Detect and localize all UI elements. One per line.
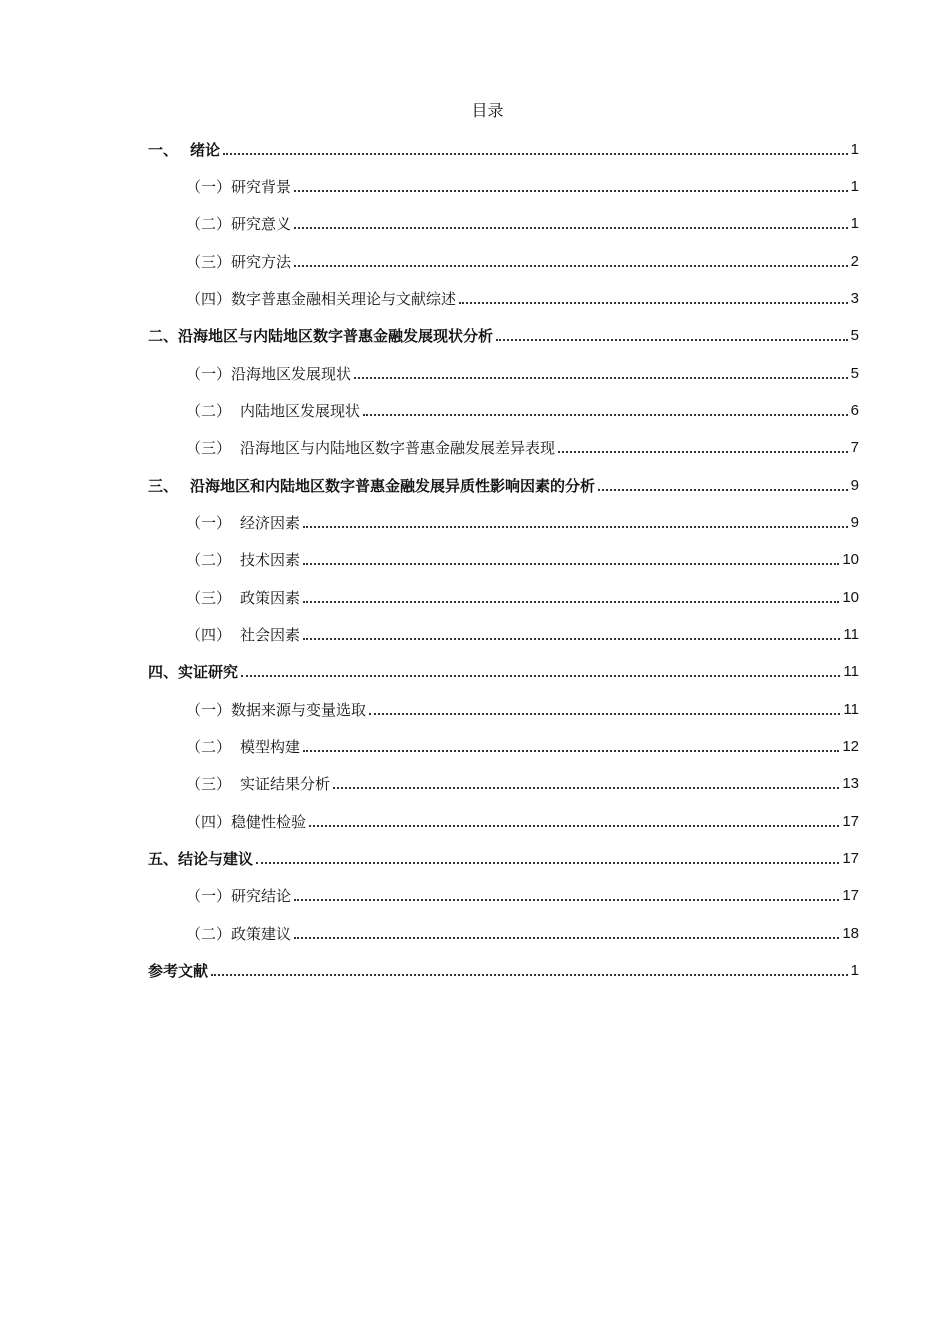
toc-entry-1-3[interactable] xyxy=(186,248,859,272)
toc-entry-page: 1 xyxy=(850,215,859,232)
toc-entry-title: 绪论 xyxy=(190,141,221,159)
toc-entry-3-4[interactable] xyxy=(186,621,859,645)
toc-entry-page: 18 xyxy=(842,925,859,942)
dot-leader xyxy=(303,563,839,565)
toc-entry-page: 17 xyxy=(842,813,859,830)
toc-entry-3[interactable] xyxy=(148,472,859,496)
toc-entry-page: 7 xyxy=(850,439,859,456)
toc-entry-4-1[interactable] xyxy=(186,696,859,720)
toc-entry-5[interactable] xyxy=(148,845,859,869)
toc-entry-2[interactable] xyxy=(148,322,859,346)
dot-leader xyxy=(294,937,839,939)
toc-entry-page: 6 xyxy=(850,402,859,419)
toc-entry-1-2[interactable] xyxy=(186,210,859,234)
dot-leader xyxy=(363,414,848,416)
toc-entry-3-2[interactable] xyxy=(186,546,859,570)
dot-leader xyxy=(496,339,848,341)
toc-entry-number: （三） xyxy=(186,253,232,271)
toc-entry-5-1[interactable] xyxy=(186,882,859,906)
toc-entry-4-4[interactable] xyxy=(186,808,859,832)
toc-entry-page: 1 xyxy=(850,178,859,195)
dot-leader xyxy=(369,713,840,715)
toc-entry-title: 研究结论 xyxy=(231,887,292,905)
dot-leader xyxy=(333,787,839,789)
toc-entry-number: （三） xyxy=(186,775,232,793)
toc-entry-2-1[interactable] xyxy=(186,360,859,384)
toc-entry-page: 3 xyxy=(850,290,859,307)
toc-entry-number: （一） xyxy=(186,365,232,383)
dot-leader xyxy=(309,825,839,827)
toc-entry-number: （二） xyxy=(186,551,232,569)
toc-entry-title: 沿海地区发展现状 xyxy=(231,365,352,383)
dot-leader xyxy=(459,302,848,304)
toc-entry-number: 三、 xyxy=(148,477,179,495)
toc-entry-title: 参考文献 xyxy=(148,962,209,980)
toc-entry-title: 研究背景 xyxy=(231,178,292,196)
toc-entry-3-3[interactable] xyxy=(186,584,859,608)
toc-entry-title: 内陆地区发展现状 xyxy=(240,402,361,420)
toc-entry-number: （二） xyxy=(186,402,232,420)
toc-entry-1[interactable] xyxy=(148,136,859,160)
toc-entry-number: （三） xyxy=(186,439,232,457)
toc-entry-title: 技术因素 xyxy=(240,551,301,569)
dot-leader xyxy=(294,265,848,267)
toc-entry-4[interactable] xyxy=(148,658,859,682)
toc-entry-number: （二） xyxy=(186,925,232,943)
toc-entry-number: （一） xyxy=(186,514,232,532)
toc-entry-number: （二） xyxy=(186,215,232,233)
dot-leader xyxy=(256,862,839,864)
toc-entry-page: 2 xyxy=(850,253,859,270)
toc-entry-number: 五、 xyxy=(148,850,179,868)
toc-entry-page: 12 xyxy=(842,738,859,755)
toc-entry-page: 1 xyxy=(850,962,859,979)
toc-entry-references[interactable] xyxy=(148,957,859,981)
dot-leader xyxy=(303,526,848,528)
dot-leader xyxy=(303,601,839,603)
toc-entry-title: 数据来源与变量选取 xyxy=(231,701,367,719)
toc-entry-title: 政策因素 xyxy=(240,589,301,607)
toc-entry-2-2[interactable] xyxy=(186,397,859,421)
toc-entry-title: 数字普惠金融相关理论与文献综述 xyxy=(231,290,457,308)
toc-entry-page: 5 xyxy=(850,365,859,382)
toc-entry-title: 实证结果分析 xyxy=(240,775,331,793)
dot-leader xyxy=(294,899,839,901)
toc-entry-page: 11 xyxy=(843,626,859,643)
toc-entry-number: 四、 xyxy=(148,663,179,681)
toc-entry-1-4[interactable] xyxy=(186,285,859,309)
toc-entry-4-2[interactable] xyxy=(186,733,859,757)
toc-entry-title: 结论与建议 xyxy=(178,850,254,868)
toc-entry-title: 沿海地区与内陆地区数字普惠金融发展差异表现 xyxy=(240,439,556,457)
toc-entry-number: （四） xyxy=(186,626,232,644)
toc-entry-title: 研究方法 xyxy=(231,253,292,271)
toc-entry-number: （四） xyxy=(186,813,232,831)
toc-entry-title: 社会因素 xyxy=(240,626,301,644)
toc-entry-2-3[interactable] xyxy=(186,434,859,458)
toc-entry-title: 经济因素 xyxy=(240,514,301,532)
toc-entry-title: 政策建议 xyxy=(231,925,292,943)
toc-entry-page: 11 xyxy=(843,701,859,718)
toc-entry-page: 1 xyxy=(850,141,859,158)
toc-entry-page: 5 xyxy=(850,327,859,344)
toc-entry-page: 13 xyxy=(842,775,859,792)
toc-entry-page: 9 xyxy=(850,514,859,531)
dot-leader xyxy=(294,190,848,192)
dot-leader xyxy=(303,750,839,752)
toc-entry-page: 10 xyxy=(842,589,859,606)
toc-entry-title: 研究意义 xyxy=(231,215,292,233)
toc-entry-4-3[interactable] xyxy=(186,770,859,794)
dot-leader xyxy=(294,227,848,229)
dot-leader xyxy=(241,675,840,677)
toc-heading: 目录 xyxy=(471,101,504,120)
toc-entry-title: 稳健性检验 xyxy=(231,813,307,831)
dot-leader xyxy=(303,638,840,640)
dot-leader xyxy=(211,974,848,976)
toc-entry-5-2[interactable] xyxy=(186,920,859,944)
toc-entry-page: 17 xyxy=(842,850,859,867)
toc-entry-3-1[interactable] xyxy=(186,509,859,533)
toc-entry-1-1[interactable] xyxy=(186,173,859,197)
toc-entry-page: 10 xyxy=(842,551,859,568)
toc-entry-page: 11 xyxy=(843,663,859,680)
toc-entry-title: 实证研究 xyxy=(178,663,239,681)
toc-entry-number: （四） xyxy=(186,290,232,308)
toc-entry-number: （三） xyxy=(186,589,232,607)
toc-entry-number: （二） xyxy=(186,738,232,756)
dot-leader xyxy=(598,489,848,491)
toc-entry-title: 沿海地区和内陆地区数字普惠金融发展异质性影响因素的分析 xyxy=(190,477,596,495)
toc-entry-page: 17 xyxy=(842,887,859,904)
dot-leader xyxy=(558,451,848,453)
toc-entry-page: 9 xyxy=(850,477,859,494)
toc-entry-number: （一） xyxy=(186,178,232,196)
toc-entry-number: 二、 xyxy=(148,327,179,345)
toc-entry-number: 一、 xyxy=(148,141,179,159)
toc-entry-number: （一） xyxy=(186,701,232,719)
dot-leader xyxy=(223,153,848,155)
toc-entry-title: 模型构建 xyxy=(240,738,301,756)
toc-entry-title: 沿海地区与内陆地区数字普惠金融发展现状分析 xyxy=(178,327,494,345)
dot-leader xyxy=(354,377,848,379)
toc-entry-number: （一） xyxy=(186,887,232,905)
